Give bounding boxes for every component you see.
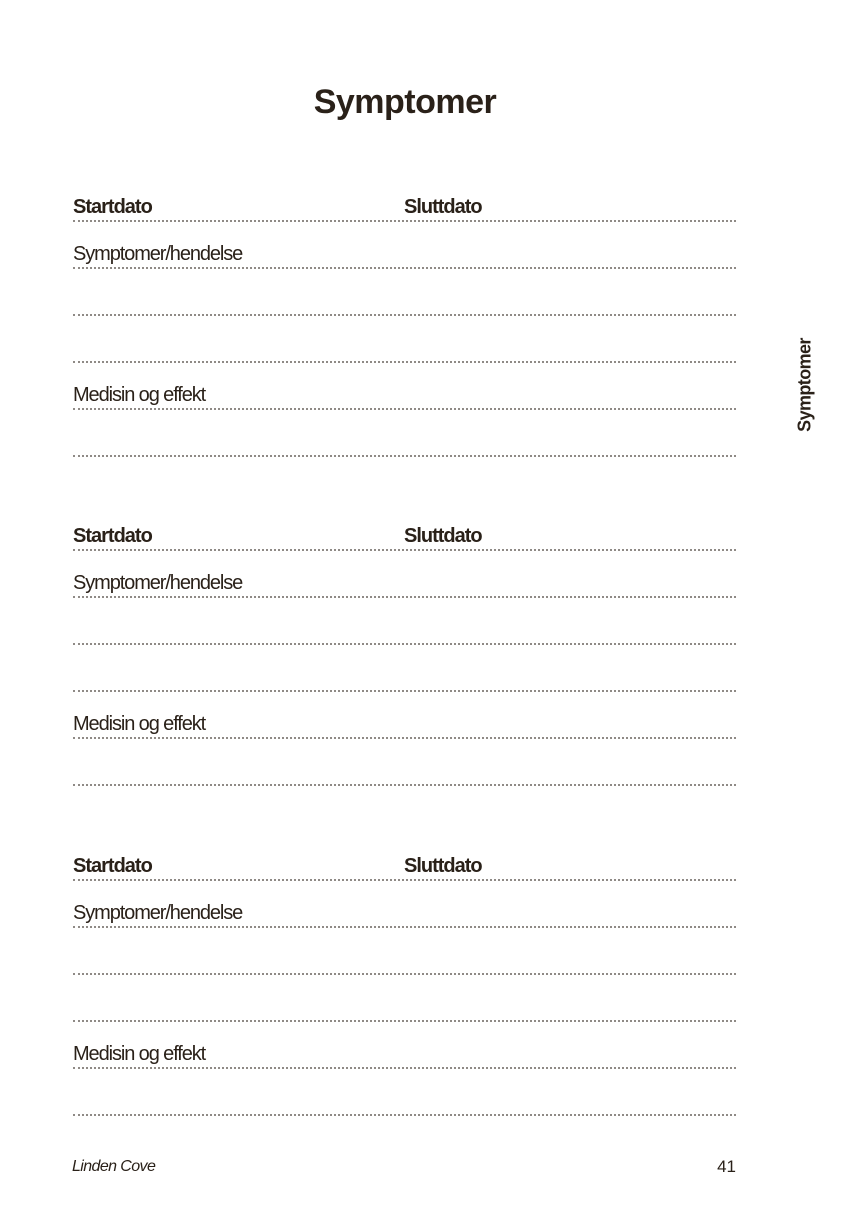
medicine-line[interactable] xyxy=(73,692,736,739)
symptoms-label: Symptomer/hendelse xyxy=(73,902,243,924)
medicine-label: Medisin og effekt xyxy=(73,713,206,735)
symptoms-line[interactable] xyxy=(73,551,736,598)
medicine-blank-line[interactable] xyxy=(73,410,736,457)
start-date-label: Startdato xyxy=(73,196,152,218)
side-tab-label: Symptomer xyxy=(794,338,815,432)
medicine-label: Medisin og effekt xyxy=(73,384,206,406)
symptom-entry-1 xyxy=(73,175,736,457)
end-date-label: Sluttdato xyxy=(404,525,482,547)
symptoms-blank-line[interactable] xyxy=(73,316,736,363)
symptoms-blank-line[interactable] xyxy=(73,269,736,316)
symptoms-blank-line[interactable] xyxy=(73,975,736,1022)
date-row[interactable] xyxy=(73,175,736,222)
end-date-label: Sluttdato xyxy=(404,196,482,218)
symptoms-line[interactable] xyxy=(73,881,736,928)
symptoms-blank-line[interactable] xyxy=(73,598,736,645)
symptoms-line[interactable] xyxy=(73,222,736,269)
medicine-line[interactable] xyxy=(73,363,736,410)
page-title: Symptomer xyxy=(313,83,497,121)
start-date-label: Startdato xyxy=(73,525,152,547)
symptom-entry-3 xyxy=(73,834,736,1116)
symptom-entry-2 xyxy=(73,504,736,786)
medicine-blank-line[interactable] xyxy=(73,1069,736,1116)
end-date-label: Sluttdato xyxy=(404,855,482,877)
symptoms-label: Symptomer/hendelse xyxy=(73,243,243,265)
medicine-label: Medisin og effekt xyxy=(73,1043,206,1065)
symptoms-blank-line[interactable] xyxy=(73,928,736,975)
medicine-blank-line[interactable] xyxy=(73,739,736,786)
symptoms-label: Symptomer/hendelse xyxy=(73,572,243,594)
footer-brand: Linden Cove xyxy=(72,1158,156,1175)
page-number: 41 xyxy=(717,1157,736,1176)
medicine-line[interactable] xyxy=(73,1022,736,1069)
date-row[interactable] xyxy=(73,834,736,881)
symptoms-blank-line[interactable] xyxy=(73,645,736,692)
date-row[interactable] xyxy=(73,504,736,551)
start-date-label: Startdato xyxy=(73,855,152,877)
